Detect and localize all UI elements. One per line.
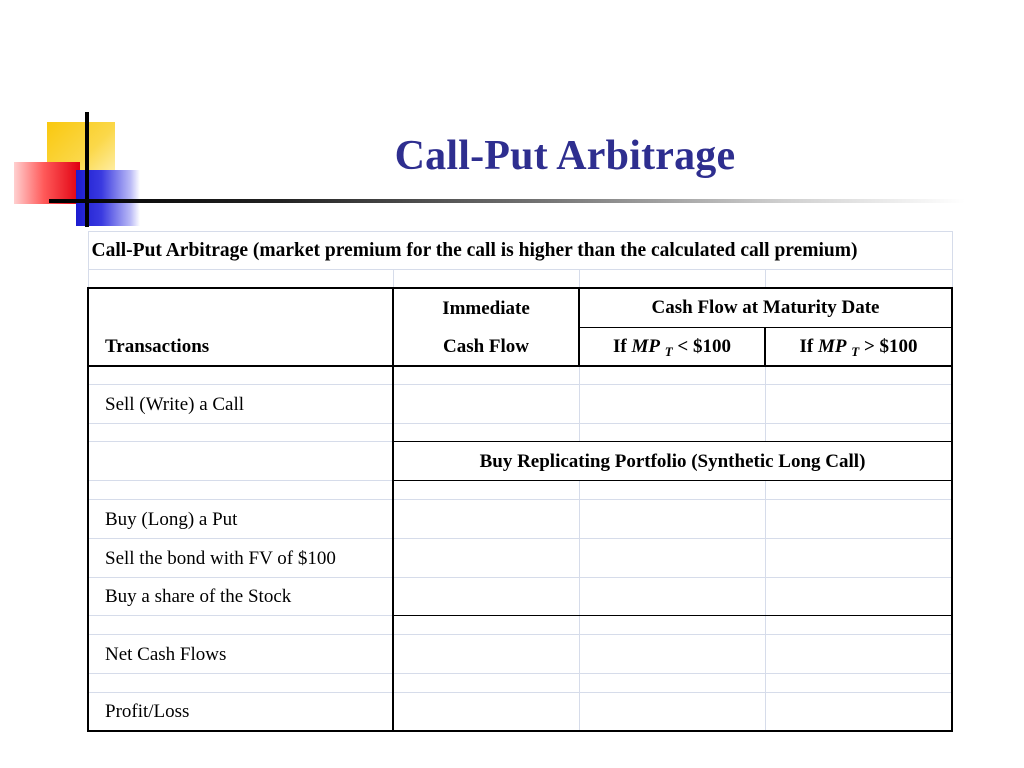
table-row bbox=[88, 693, 952, 731]
spacer-row bbox=[88, 366, 952, 385]
arbitrage-table-container bbox=[87, 231, 951, 732]
spacer-row bbox=[88, 424, 952, 442]
header-if-mp-above bbox=[765, 328, 952, 366]
spacer-row bbox=[88, 270, 952, 288]
t-subscript: T bbox=[664, 343, 673, 359]
spacer-row bbox=[88, 674, 952, 693]
mp-label: MP bbox=[817, 335, 847, 357]
table-row bbox=[88, 385, 952, 424]
blank-cell bbox=[88, 442, 393, 481]
table-caption: Call-Put Arbitrage (market premium for the call is higher than the calculated call premium) bbox=[88, 232, 952, 270]
title-underline-rule bbox=[49, 199, 965, 203]
header-if-mp-below bbox=[579, 328, 765, 366]
header-immediate-line1: Immediate bbox=[393, 288, 579, 328]
slide-logo-decoration bbox=[0, 0, 200, 240]
row-label-sell-call: Sell (Write) a Call bbox=[88, 385, 393, 424]
header-row-1 bbox=[88, 288, 952, 328]
table-row bbox=[88, 500, 952, 539]
header-immediate-line2: Cash Flow bbox=[393, 328, 579, 366]
header-transactions: Transactions bbox=[88, 328, 393, 366]
row-label-buy-put: Buy (Long) a Put bbox=[88, 500, 393, 539]
row-label-buy-stock: Buy a share of the Stock bbox=[88, 578, 393, 616]
condition-below: < $100 bbox=[677, 335, 731, 357]
header-maturity: Cash Flow at Maturity Date bbox=[579, 288, 952, 328]
table-row bbox=[88, 635, 952, 674]
row-label-sell-bond: Sell the bond with FV of $100 bbox=[88, 539, 393, 578]
t-subscript: T bbox=[851, 343, 860, 359]
table-row bbox=[88, 578, 952, 616]
replicating-portfolio-header: Buy Replicating Portfolio (Synthetic Long Call) bbox=[393, 442, 952, 481]
mp-label: MP bbox=[631, 335, 660, 357]
row-label-net-cash: Net Cash Flows bbox=[88, 635, 393, 674]
spacer-row bbox=[88, 481, 952, 500]
table-row bbox=[88, 539, 952, 578]
arbitrage-table bbox=[87, 231, 953, 732]
if-label: If bbox=[612, 335, 627, 357]
condition-above: > $100 bbox=[863, 335, 918, 357]
row-label-profit-loss: Profit/Loss bbox=[88, 693, 393, 731]
table-caption-row bbox=[88, 232, 952, 270]
if-label: If bbox=[799, 335, 814, 357]
header-transactions-top bbox=[88, 288, 393, 328]
table-row bbox=[88, 442, 952, 481]
slide-title: Call-Put Arbitrage bbox=[394, 133, 736, 179]
header-row-2 bbox=[88, 328, 952, 366]
spacer-row bbox=[88, 616, 952, 635]
